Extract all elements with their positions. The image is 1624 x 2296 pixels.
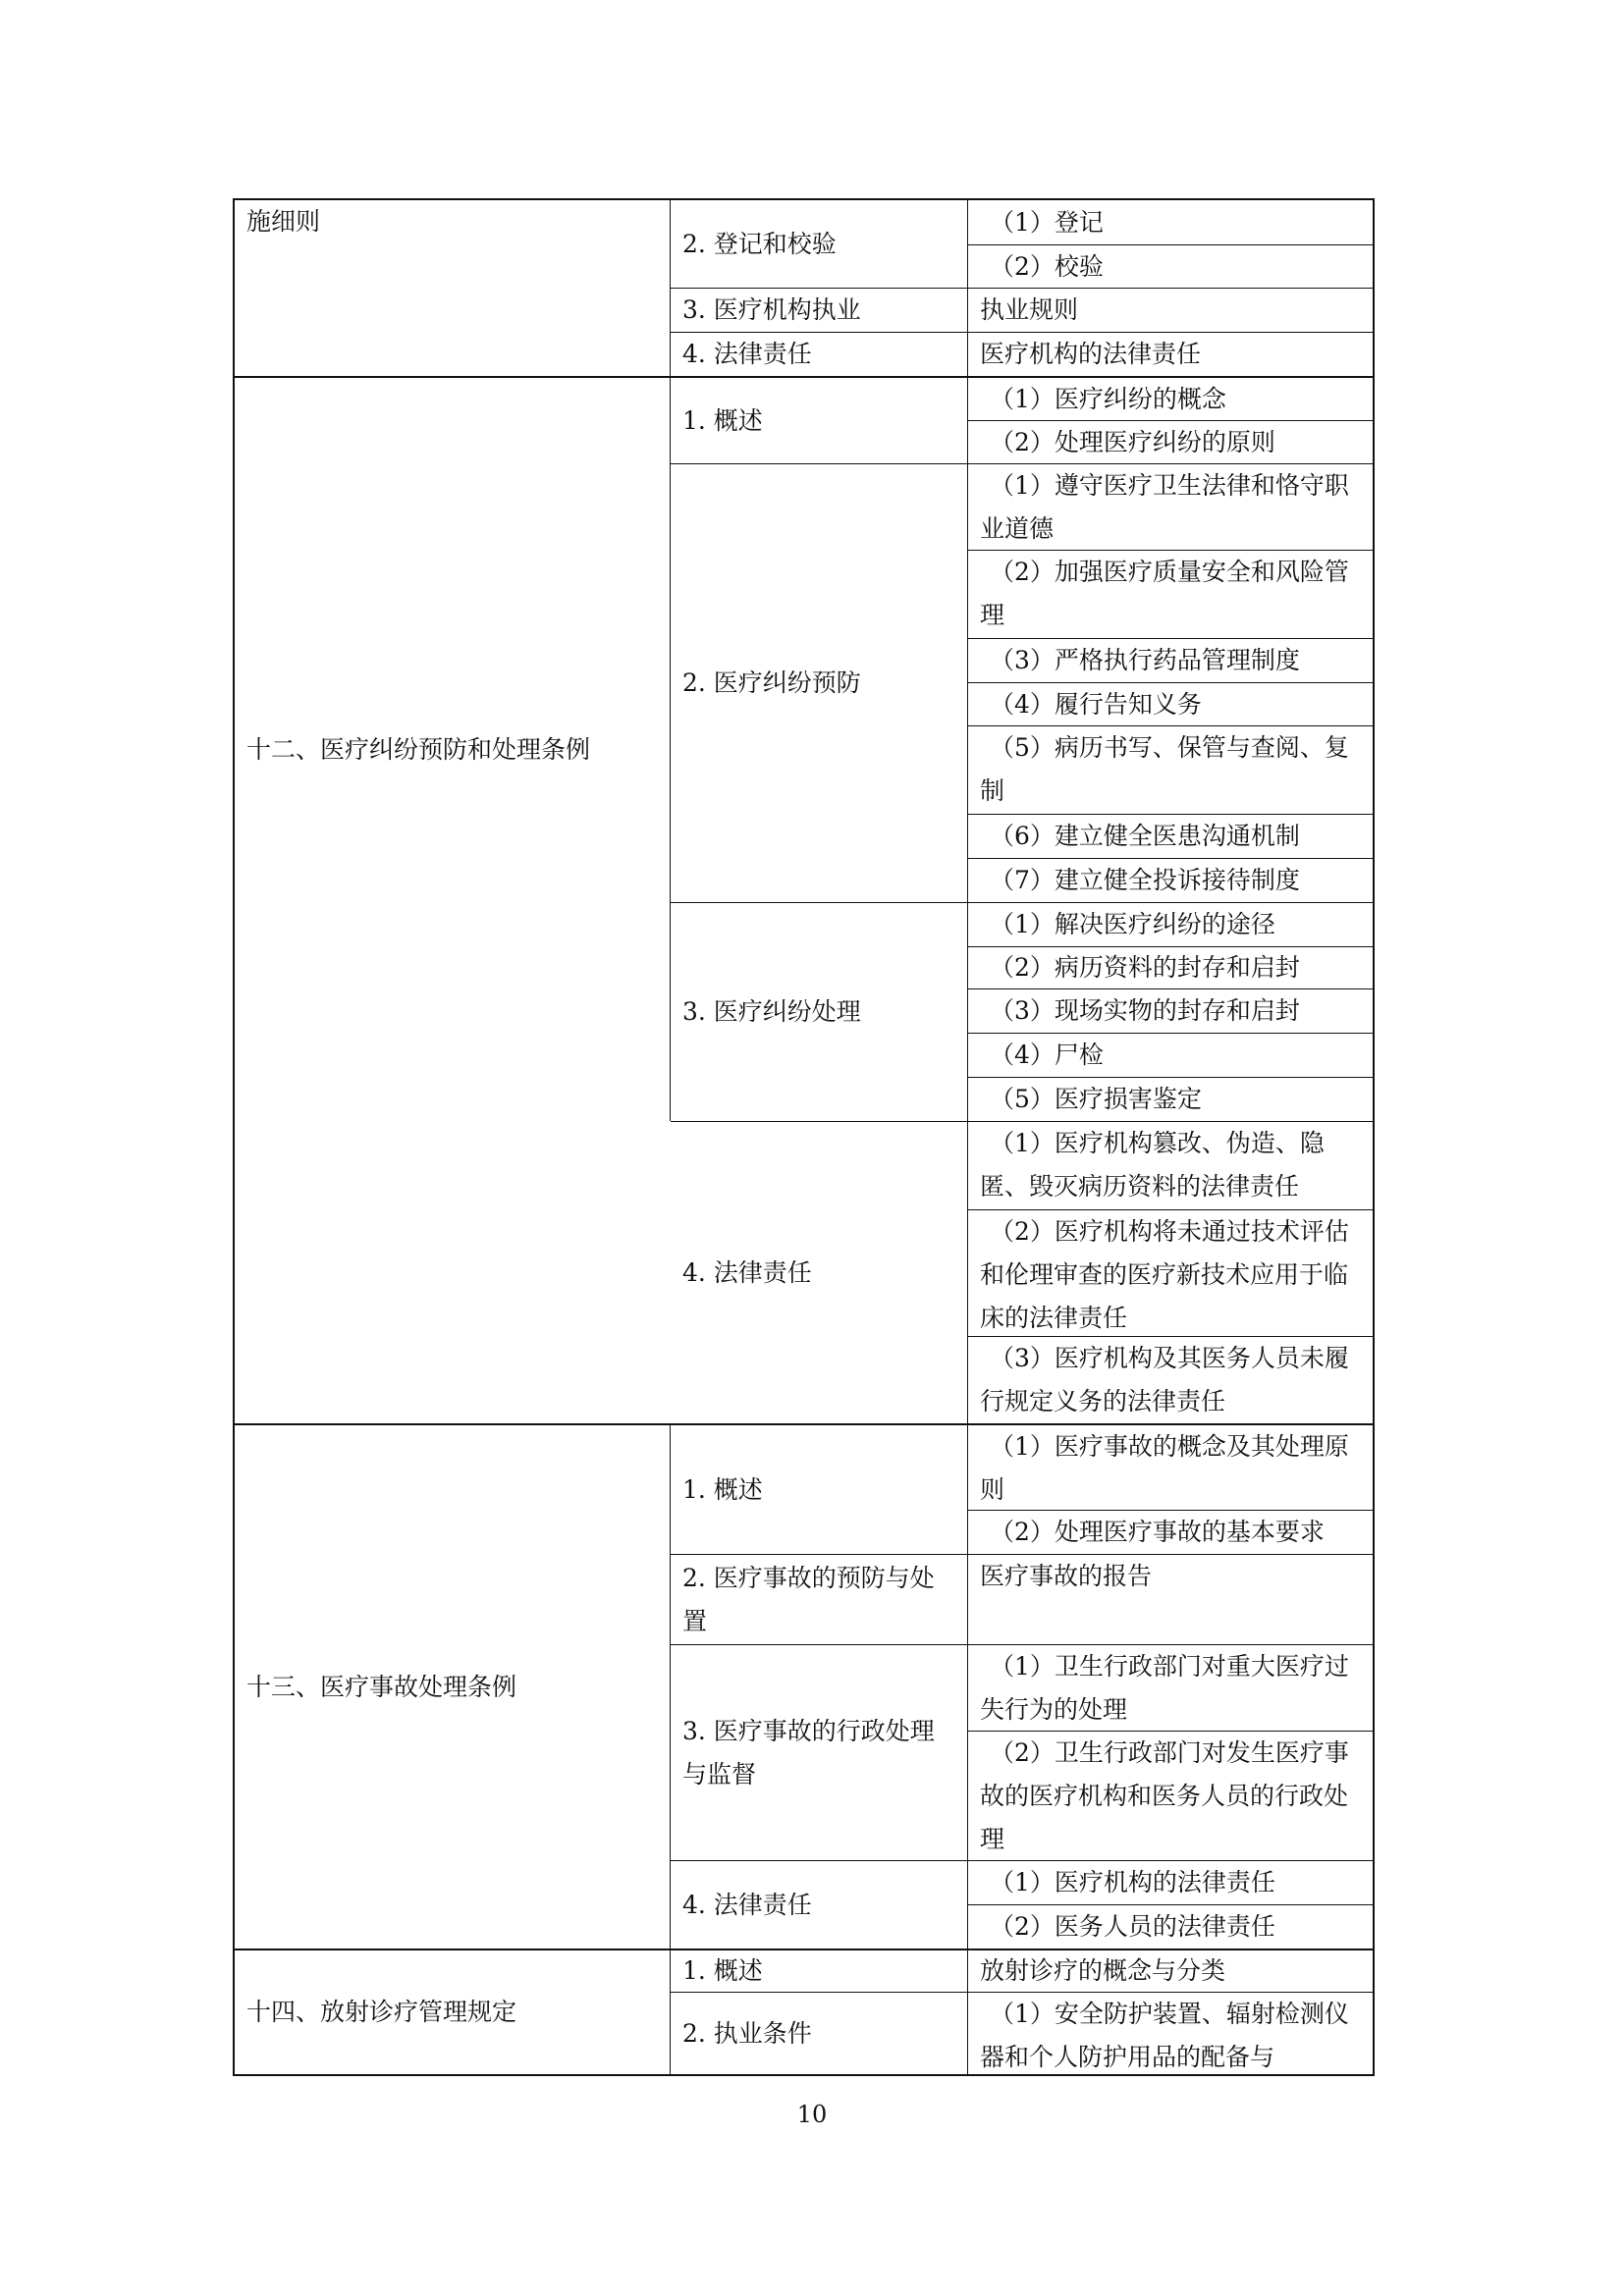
- subtopic-item: [968, 1731, 1373, 1860]
- subtopic-item-text: （5）病历书写、保管与查阅、复制: [980, 733, 1349, 805]
- subtopic-item-text: （2）医疗机构将未通过技术评估和伦理审查的医疗新技术应用于临床的法律责任: [980, 1217, 1349, 1332]
- subtopic-item: [968, 902, 1373, 946]
- section-title: [235, 1423, 671, 1949]
- subtopic-item-text: 放射诊疗的概念与分类: [980, 1956, 1226, 1985]
- section-title-text: 十四、放射诊疗管理规定: [246, 1998, 517, 2026]
- topic-label: [671, 463, 968, 902]
- topic-label: [671, 1860, 968, 1949]
- topic-label-text: 4. 法律责任: [682, 1257, 812, 1287]
- subtopic-item-text: 医疗机构的法律责任: [980, 340, 1202, 368]
- topic-label-text: 2. 登记和校验: [682, 229, 837, 258]
- subtopic-item-text: （1）安全防护装置、辐射检测仪器和个人防护用品的配备与: [980, 2000, 1349, 2071]
- subtopic-item-text: （2）医务人员的法律责任: [990, 1912, 1275, 1941]
- topic-label: [671, 332, 968, 376]
- subtopic-item: [968, 946, 1373, 988]
- subtopic-item-text: （2）病历资料的封存和启封: [990, 953, 1300, 982]
- subtopic-item-text: （1）医疗事故的概念及其处理原则: [980, 1432, 1349, 1504]
- topic-label: [671, 376, 968, 463]
- topic-label-text: 1. 概述: [682, 1474, 763, 1504]
- topic-label: [671, 288, 968, 332]
- topic-label: [671, 1644, 968, 1860]
- subtopic-item-text: （1）医疗纠纷的概念: [990, 384, 1226, 413]
- subtopic-item: [968, 682, 1373, 725]
- topic-label-text: 3. 医疗事故的行政处理与监督: [682, 1716, 935, 1789]
- subtopic-item: [968, 1510, 1373, 1554]
- subtopic-item: [968, 1336, 1373, 1423]
- subtopic-item: [968, 1992, 1373, 2074]
- subtopic-item: [968, 420, 1373, 463]
- topic-label: [671, 1423, 968, 1554]
- topic-label-text: 4. 法律责任: [682, 340, 812, 368]
- subtopic-item: [968, 1644, 1373, 1731]
- subtopic-item: [968, 463, 1373, 550]
- subtopic-item: [968, 814, 1373, 858]
- subtopic-item-text: （1）医疗机构篡改、伪造、隐匿、毁灭病历资料的法律责任: [980, 1129, 1325, 1201]
- subtopic-item-text: （4）尸检: [990, 1041, 1104, 1069]
- subtopic-item-text: （1）登记: [990, 207, 1104, 237]
- section-title-text: 施细则: [246, 207, 321, 236]
- subtopic-item: [968, 638, 1373, 682]
- subtopic-item-text: （1）医疗机构的法律责任: [990, 1868, 1275, 1896]
- subtopic-item-text: （5）医疗损害鉴定: [990, 1085, 1202, 1113]
- subtopic-item-text: （3）现场实物的封存和启封: [990, 996, 1300, 1025]
- section-title: [235, 200, 671, 376]
- subtopic-item-text: （1）卫生行政部门对重大医疗过失行为的处理: [980, 1652, 1349, 1724]
- topic-label-text: 1. 概述: [682, 1956, 763, 1985]
- section-title-text: 十三、医疗事故处理条例: [246, 1672, 517, 1701]
- subtopic-item-text: （2）加强医疗质量安全和风险管理: [980, 558, 1349, 629]
- topic-label-text: 3. 医疗纠纷处理: [682, 997, 861, 1026]
- section-title: [235, 376, 671, 1121]
- subtopic-item: [968, 1554, 1373, 1644]
- subtopic-item-text: 医疗事故的报告: [980, 1562, 1153, 1590]
- subtopic-item: [968, 376, 1373, 420]
- subtopic-item-text: （7）建立健全投诉接待制度: [990, 866, 1300, 894]
- subtopic-item: [968, 1209, 1373, 1336]
- syllabus-table: [233, 198, 1375, 2076]
- topic-label-text: 1. 概述: [682, 405, 763, 435]
- subtopic-item: [968, 550, 1373, 638]
- subtopic-item-text: （6）建立健全医患沟通机制: [990, 822, 1300, 850]
- subtopic-item-text: （3）医疗机构及其医务人员未履行规定义务的法律责任: [980, 1344, 1349, 1415]
- topic-label: [671, 1992, 968, 2074]
- subtopic-item: [968, 1121, 1373, 1209]
- subtopic-item: [968, 244, 1373, 288]
- topic-label-text: 2. 医疗纠纷预防: [682, 668, 861, 697]
- subtopic-item-text: （2）校验: [990, 251, 1104, 281]
- subtopic-item: [968, 725, 1373, 814]
- subtopic-item-text: （1）解决医疗纠纷的途径: [990, 910, 1275, 938]
- subtopic-item: [968, 332, 1373, 376]
- subtopic-item-text: （2）处理医疗纠纷的原则: [990, 427, 1275, 456]
- topic-label-text: 3. 医疗机构执业: [682, 295, 861, 324]
- section-title-text: 十二、医疗纠纷预防和处理条例: [246, 734, 591, 764]
- subtopic-item: [968, 1860, 1373, 1904]
- topic-label-text: 2. 执业条件: [682, 2018, 812, 2048]
- topic-label: [671, 1554, 968, 1644]
- topic-label: [671, 902, 968, 1121]
- page-number: 10: [796, 2101, 828, 2128]
- subtopic-item: [968, 1949, 1373, 1992]
- subtopic-item: [968, 1033, 1373, 1077]
- subtopic-item-text: （3）严格执行药品管理制度: [990, 646, 1300, 674]
- topic-label-text: 2. 医疗事故的预防与处置: [682, 1563, 935, 1635]
- subtopic-item: [968, 200, 1373, 244]
- topic-label: [671, 1949, 968, 1992]
- topic-label: [671, 1121, 968, 1423]
- subtopic-item-text: （1）遵守医疗卫生法律和恪守职业道德: [980, 471, 1349, 543]
- subtopic-item: [968, 288, 1373, 332]
- subtopic-item: [968, 1077, 1373, 1121]
- subtopic-item: [968, 988, 1373, 1033]
- subtopic-item-text: （2）处理医疗事故的基本要求: [990, 1518, 1325, 1546]
- subtopic-item: [968, 858, 1373, 902]
- subtopic-item-text: （2）卫生行政部门对发生医疗事故的医疗机构和医务人员的行政处理: [980, 1738, 1349, 1853]
- section-title: [235, 1949, 671, 2074]
- subtopic-item: [968, 1904, 1373, 1949]
- topic-label: [671, 200, 968, 288]
- subtopic-item-text: （4）履行告知义务: [990, 689, 1202, 719]
- subtopic-item: [968, 1423, 1373, 1510]
- subtopic-item-text: 执业规则: [980, 295, 1079, 324]
- topic-label-text: 4. 法律责任: [682, 1890, 812, 1919]
